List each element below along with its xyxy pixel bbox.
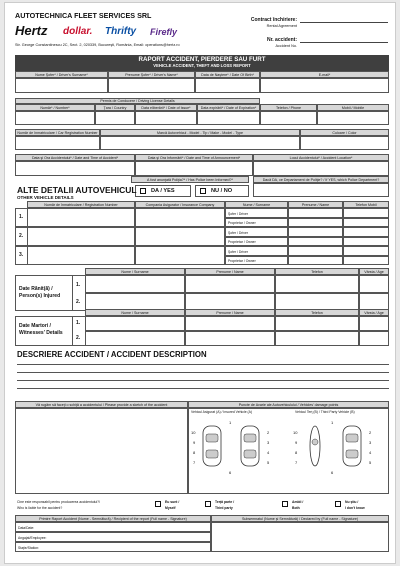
ov-row-3-driver-name[interactable] (288, 246, 343, 256)
driver-name-input[interactable] (108, 78, 195, 93)
driver-email-header: E-mail* (260, 71, 389, 78)
location-input[interactable] (253, 161, 389, 176)
damage-point-b-2[interactable]: 2 (369, 430, 372, 435)
ov-row-2-driver-name[interactable] (288, 227, 343, 237)
witness-row-1-number: 1. (76, 320, 81, 326)
contract-field[interactable] (300, 22, 388, 23)
witness-2-name[interactable] (185, 331, 275, 346)
liability-unknown-checkbox[interactable] (335, 501, 341, 507)
ov-row-3-insurance[interactable] (135, 246, 225, 265)
other-vehicles-title: ALTE DETALII AUTOVEHICUL (17, 185, 137, 195)
description-title: DESCRIERE ACCIDENT / ACCIDENT DESCRIPTION (17, 350, 207, 359)
declarant-header: Subsemnatul (Nume şi Semnătură) / Declared by (Full name - Signature) (211, 515, 389, 522)
vehicle-color-header: Culoare / Color (300, 129, 389, 136)
mobile-input[interactable] (317, 111, 389, 125)
damage-point-4[interactable]: 4 (267, 450, 270, 455)
damage-point-10[interactable]: 10 (191, 430, 196, 435)
ov-col-registration: Număr de înmatriculare / Registration Number (27, 201, 135, 208)
description-line-2[interactable] (17, 372, 389, 373)
contract-label: Contract închiriere: (250, 17, 297, 23)
liability-question-en: Who is liable for the accident? (17, 506, 63, 510)
ov-col-insurance: Compania Asigurator / Insurance Company (135, 201, 225, 208)
driver-dob-header: Data de Naştere* / Date Of Birth* (195, 71, 260, 78)
license-expiry-header: Data expirării* / Date of Expiration* (197, 104, 260, 111)
inj-col-name: Prenume / Name (185, 268, 275, 275)
liability-both-ro: Ambii / (292, 500, 304, 504)
ov-row-3-owner-surname[interactable]: Proprietar / Owner (225, 256, 288, 265)
witness-1-surname[interactable] (85, 316, 185, 331)
liability-unknown-ro: Nu ştiu / (345, 500, 359, 504)
description-line-3[interactable] (17, 380, 389, 381)
description-line-1[interactable] (17, 364, 389, 365)
ov-col-name: Prenume / Name (288, 201, 343, 208)
vehicle-color-input[interactable] (300, 136, 389, 150)
ov-row-1-owner-mobile[interactable] (343, 218, 389, 227)
damage-point-b-6[interactable]: 6 (331, 470, 334, 475)
witness-1-age[interactable] (359, 316, 389, 331)
recipient-station-field[interactable]: Staţie/Station: (15, 542, 211, 552)
ov-col-mobile: Telefon Mobil (343, 201, 389, 208)
brand-firefly: Firefly (150, 27, 178, 37)
ov-row-1-driver-mobile[interactable] (343, 208, 389, 218)
wit-col-age: Vârsta / Age (359, 309, 389, 316)
ov-row-1-owner-name[interactable] (288, 218, 343, 227)
license-header: Permis de Conducere / Driving License Details (15, 98, 260, 104)
damage-point-2[interactable]: 2 (267, 430, 270, 435)
police-question: A fost anunţată Poliţia?* / Has Police been Informed?* (131, 176, 249, 183)
brand-hertz: Hertz (15, 23, 48, 38)
vehicle-reg-header: Număr de înmatriculare / Car Registration Number (15, 129, 100, 136)
police-yes-checkbox[interactable] (140, 188, 146, 194)
vehicle-a-label: Vehicul Asigurat (A) / Insured Vehicle (A) (191, 410, 253, 414)
driver-surname-input[interactable] (15, 78, 108, 93)
police-yes-option[interactable] (135, 185, 191, 197)
company-address: Str. George Constantinescu 2C, Sect. 2, 020339, Bucureşti, România, Email: operations@hertz.ro (15, 43, 180, 47)
brand-thrifty: Thrifty (105, 26, 137, 37)
ov-row-3-owner-name[interactable] (288, 256, 343, 265)
title-ro: RAPORT ACCIDENT, PIERDERE SAU FURT (138, 56, 266, 63)
phone-header: Telefon / Phone (260, 104, 317, 111)
damage-point-b-1[interactable]: 1 (331, 420, 334, 425)
ov-row-1-driver-surname[interactable]: Şofer / Driver (225, 208, 288, 218)
damage-header: Puncte de Avarie ale Autovehiculului / Vehicles' damage points (188, 401, 389, 408)
witnesses-label-en: Witnesses' Details (19, 330, 63, 336)
title-en: VEHICLE ACCIDENT, THEFT AND LOSS REPORT (153, 63, 251, 68)
ov-row-1-owner-surname[interactable]: Proprietar / Owner (225, 218, 288, 227)
driver-surname-header: Nume Şofer* / Driver's Surname* (15, 71, 108, 78)
liability-unknown-en: I don't know (345, 506, 365, 510)
injured-row-1-number: 1. (76, 282, 81, 288)
damage-point-b-7[interactable]: 7 (295, 460, 298, 465)
injured-label-en: Person(s) Injured (19, 293, 61, 299)
inj-col-phone: Telefon (275, 268, 359, 275)
police-no-label: NU / NO (211, 188, 233, 194)
liability-myself-checkbox[interactable] (155, 501, 161, 507)
ov-row-2-owner-mobile[interactable] (343, 237, 389, 246)
liability-third-party-ro: Terţă parte / (215, 500, 235, 504)
damage-point-b-8[interactable]: 8 (295, 450, 298, 455)
injured-1-name[interactable] (185, 275, 275, 293)
license-issue-input[interactable] (135, 111, 197, 125)
injured-row-2-number: 2. (76, 299, 81, 305)
vehicle-b-label: Vehicul Terţ (B) / Third Party Vehicle (B) (295, 410, 355, 414)
police-yes-label: DA / YES (151, 188, 175, 194)
declarant-signature-field[interactable] (211, 522, 389, 552)
vehicle-b-diagram (293, 416, 389, 492)
ov-row-3-owner-mobile[interactable] (343, 256, 389, 265)
recipient-header: Primire Raport Accident (Nume - Semnătură) / Recipient of the report (Full name - Signature) (15, 515, 211, 522)
car-and-motorcycle-icon (293, 416, 389, 492)
driver-name-header: Prenume Şofer* / Driver's Name* (108, 71, 195, 78)
inj-col-age: Vârsta / Age (359, 268, 389, 275)
accident-no-label: Nr. accident: (266, 37, 297, 43)
police-dept-input[interactable] (253, 183, 389, 197)
license-number-header: Număr* / Number* (15, 104, 95, 111)
damage-point-8[interactable]: 8 (193, 450, 196, 455)
accident-report-form (4, 2, 396, 564)
injured-1-phone[interactable] (275, 275, 359, 293)
witness-row-2-number: 2. (76, 335, 81, 341)
ov-row-3-number: 3. (19, 252, 24, 258)
injured-label-ro: Date Rănit(ă) / (19, 286, 53, 292)
recipient-date-field[interactable]: Data/Date: (15, 522, 211, 532)
damage-point-5[interactable]: 5 (267, 460, 270, 465)
ov-row-3-driver-surname[interactable]: Şofer / Driver (225, 246, 288, 256)
witness-1-phone[interactable] (275, 316, 359, 331)
ov-col-surname: Nume / Surname (225, 201, 288, 208)
location-header: Locul Accidentului* / Accident Location* (253, 154, 389, 161)
ov-row-2-driver-surname[interactable]: Şofer / Driver (225, 227, 288, 237)
ov-row-1-insurance[interactable] (135, 208, 225, 227)
witness-2-age[interactable] (359, 331, 389, 346)
ov-row-1-driver-name[interactable] (288, 208, 343, 218)
liability-myself-ro: Eu sunt / (165, 500, 180, 504)
ov-row-2-driver-mobile[interactable] (343, 227, 389, 237)
license-number-input[interactable] (15, 111, 95, 125)
license-issue-header: Data eliberării* / Date of Issue* (135, 104, 197, 111)
recipient-employee-field[interactable]: Angajat/Employee: (15, 532, 211, 542)
damage-point-b-10[interactable]: 10 (293, 430, 298, 435)
police-no-option[interactable] (195, 185, 249, 197)
vehicle-model-header: Marcă Autovehicul - Model - Tip / Make - Model - Type (100, 129, 300, 136)
description-line-4[interactable] (17, 388, 389, 389)
damage-point-9[interactable]: 9 (193, 440, 196, 445)
accident-datetime-input[interactable] (15, 161, 135, 176)
vehicle-a-diagram (191, 416, 287, 492)
license-expiry-input[interactable] (197, 111, 260, 125)
damage-point-7[interactable]: 7 (193, 460, 196, 465)
liability-third-party-checkbox[interactable] (205, 501, 211, 507)
sketch-area[interactable] (15, 408, 188, 494)
police-dept-header: Dacă DA, ce Departament de Poliţie? / If YES, which Police Department? (253, 176, 389, 183)
damage-point-b-3[interactable]: 3 (369, 440, 372, 445)
wit-col-surname: Nume / Surname (85, 309, 185, 316)
car-outline-icon (191, 416, 287, 492)
mobile-header: Mobil / Mobile (317, 104, 389, 111)
brand-dollar: dollar. (63, 26, 93, 37)
ov-row-1-registration[interactable] (27, 208, 135, 227)
license-country-header: Ţara / Country (95, 104, 135, 111)
announce-datetime-header: Data şi Ora Informării* / Date and Time of Announcement* (135, 154, 253, 161)
liability-myself-en: Myself (165, 506, 176, 510)
company-name: AUTOTECHNICA FLEET SERVICES SRL (15, 11, 152, 20)
wit-col-phone: Telefon (275, 309, 359, 316)
other-vehicles-subtitle: OTHER VEHICLE DETAILS (17, 195, 74, 200)
witness-2-surname[interactable] (85, 331, 185, 346)
damage-point-b-9[interactable]: 9 (295, 440, 298, 445)
witnesses-label-ro: Date Martori / (19, 323, 51, 329)
inj-col-surname: Nume / Surname (85, 268, 185, 275)
witness-2-phone[interactable] (275, 331, 359, 346)
form-title-bar (15, 55, 389, 71)
liability-question-ro: Cine este responsabil pentru producerea accidentului?/ (17, 500, 100, 504)
vehicle-reg-input[interactable] (15, 136, 100, 150)
damage-point-1[interactable]: 1 (229, 420, 232, 425)
contract-sublabel: Rental Agreement (266, 24, 297, 28)
license-country-input[interactable] (95, 111, 135, 125)
ov-row-2-number: 2. (19, 233, 24, 239)
ov-row-3-driver-mobile[interactable] (343, 246, 389, 256)
injured-1-surname[interactable] (85, 275, 185, 293)
damage-point-6[interactable]: 6 (229, 470, 232, 475)
ov-row-2-registration[interactable] (27, 227, 135, 246)
ov-row-2-owner-surname[interactable]: Proprietar / Owner (225, 237, 288, 246)
vehicle-model-input[interactable] (100, 136, 300, 150)
announce-datetime-input[interactable] (135, 161, 253, 176)
witness-1-name[interactable] (185, 316, 275, 331)
driver-email-input[interactable] (260, 78, 389, 93)
ov-row-2-insurance[interactable] (135, 227, 225, 246)
accident-datetime-header: Data şi Ora Accidentului* / Date and Time of Accident* (15, 154, 135, 161)
injured-1-age[interactable] (359, 275, 389, 293)
sketch-header: Vă rugăm să faceţi o schiţă a accidentului / Please provide a sketch of the accident (15, 401, 188, 408)
driver-dob-input[interactable] (195, 78, 260, 93)
liability-both-en: Both (292, 506, 300, 510)
police-no-checkbox[interactable] (200, 188, 206, 194)
liability-third-party-en: Third party (215, 506, 233, 510)
ov-row-1-number: 1. (19, 214, 24, 220)
damage-point-b-4[interactable]: 4 (369, 450, 372, 455)
accident-no-field[interactable] (300, 42, 388, 43)
damage-point-b-5[interactable]: 5 (369, 460, 372, 465)
ov-row-3-registration[interactable] (27, 246, 135, 265)
ov-row-2-owner-name[interactable] (288, 237, 343, 246)
accident-no-sublabel: Accident No. (275, 44, 297, 48)
wit-col-name: Prenume / Name (185, 309, 275, 316)
phone-input[interactable] (260, 111, 317, 125)
liability-both-checkbox[interactable] (282, 501, 288, 507)
damage-point-3[interactable]: 3 (267, 440, 270, 445)
